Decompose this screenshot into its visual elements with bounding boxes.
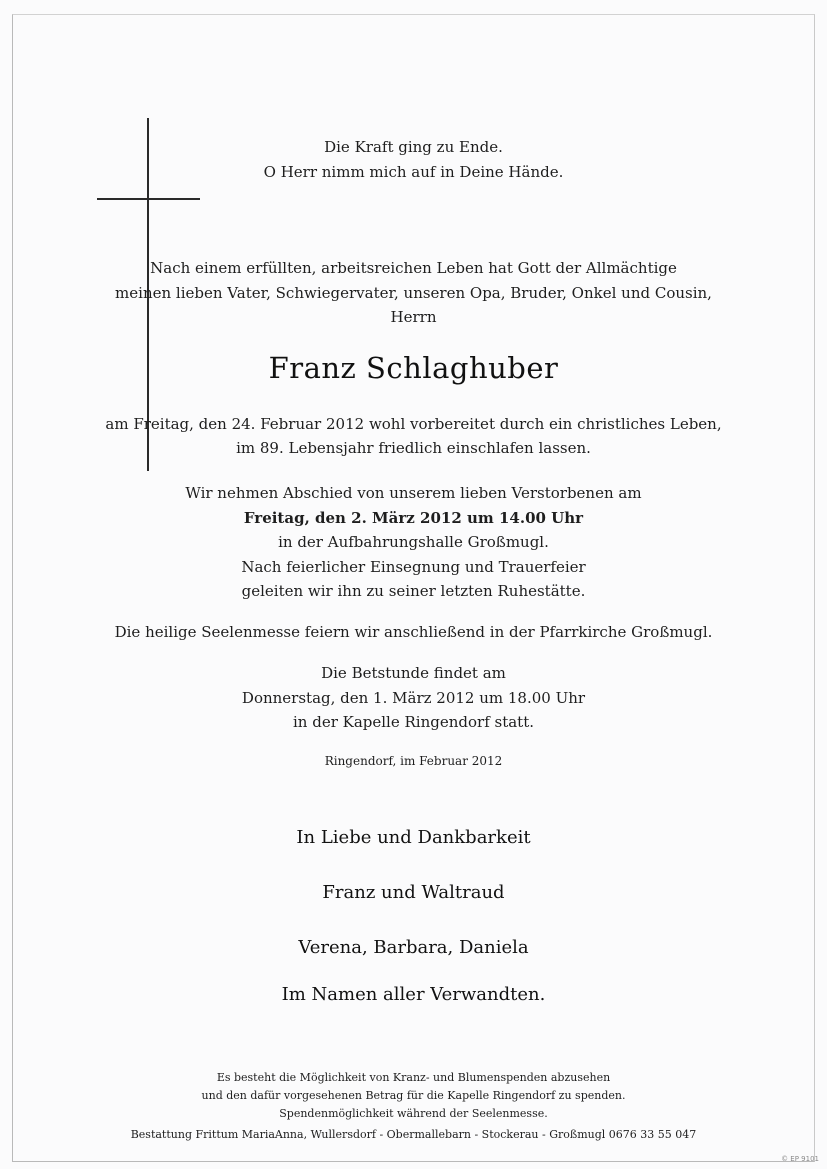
funeral-line-3: in der Aufbahrungshalle Großmugl.	[278, 533, 549, 551]
mass-line: Die heilige Seelenmesse feiern wir anschließend in der Pfarrkirche Großmugl.	[114, 623, 713, 641]
signoff-line-1: In Liebe und Dankbarkeit	[296, 827, 531, 848]
death-line-1: am Freitag, den 24. Februar 2012 wohl vorbereitet durch ein christliches Leben,	[105, 415, 722, 433]
footer-line-2: und den dafür vorgesehenen Betrag für die Kapelle Ringendorf zu spenden.	[201, 1089, 626, 1102]
funeral-line-5: geleiten wir ihn zu seiner letzten Ruhestätte.	[241, 582, 586, 600]
prayer-line-3: in der Kapelle Ringendorf statt.	[292, 713, 535, 731]
cross-icon-horizontal	[97, 198, 200, 200]
form-code: © EP 9101	[781, 1155, 819, 1163]
signoff-line-2: Franz und Waltraud	[322, 882, 505, 903]
signoff-line-4: Im Namen aller Verwandten.	[281, 984, 546, 1005]
funeral-line-1: Wir nehmen Abschied von unserem lieben Verstorbenen am	[185, 484, 642, 502]
funeral-date: Freitag, den 2. März 2012 um 14.00 Uhr	[243, 509, 584, 527]
prayer-line-2: Donnerstag, den 1. März 2012 um 18.00 Uhr	[241, 689, 586, 707]
announcement-line-3: Herrn	[390, 308, 437, 326]
footer-line-1: Es besteht die Möglichkeit von Kranz- und Blumenspenden abzusehen	[216, 1071, 611, 1084]
prayer-line-1: Die Betstunde findet am	[321, 664, 506, 682]
quote-line-1: Die Kraft ging zu Ende.	[324, 138, 503, 156]
place-date: Ringendorf, im Februar 2012	[324, 754, 503, 768]
deceased-name: Franz Schlaghuber	[268, 351, 559, 385]
funeral-line-4: Nach feierlicher Einsegnung und Trauerfeier	[241, 558, 586, 576]
footer-line-3: Spendenmöglichkeit während der Seelenmesse.	[279, 1107, 548, 1120]
death-line-2: im 89. Lebensjahr friedlich einschlafen lassen.	[236, 439, 591, 457]
announcement-line-1: Nach einem erfüllten, arbeitsreichen Leben hat Gott der Allmächtige	[150, 259, 677, 277]
quote-line-2: O Herr nimm mich auf in Deine Hände.	[263, 163, 564, 181]
announcement-line-2: meinen lieben Vater, Schwiegervater, unseren Opa, Bruder, Onkel und Cousin,	[115, 284, 712, 302]
signoff-line-3: Verena, Barbara, Daniela	[298, 937, 529, 958]
footer-line-4: Bestattung Frittum MariaAnna, Wullersdorf - Obermallebarn - Stockerau - Großmugl 0676 33 55 047	[130, 1128, 697, 1141]
